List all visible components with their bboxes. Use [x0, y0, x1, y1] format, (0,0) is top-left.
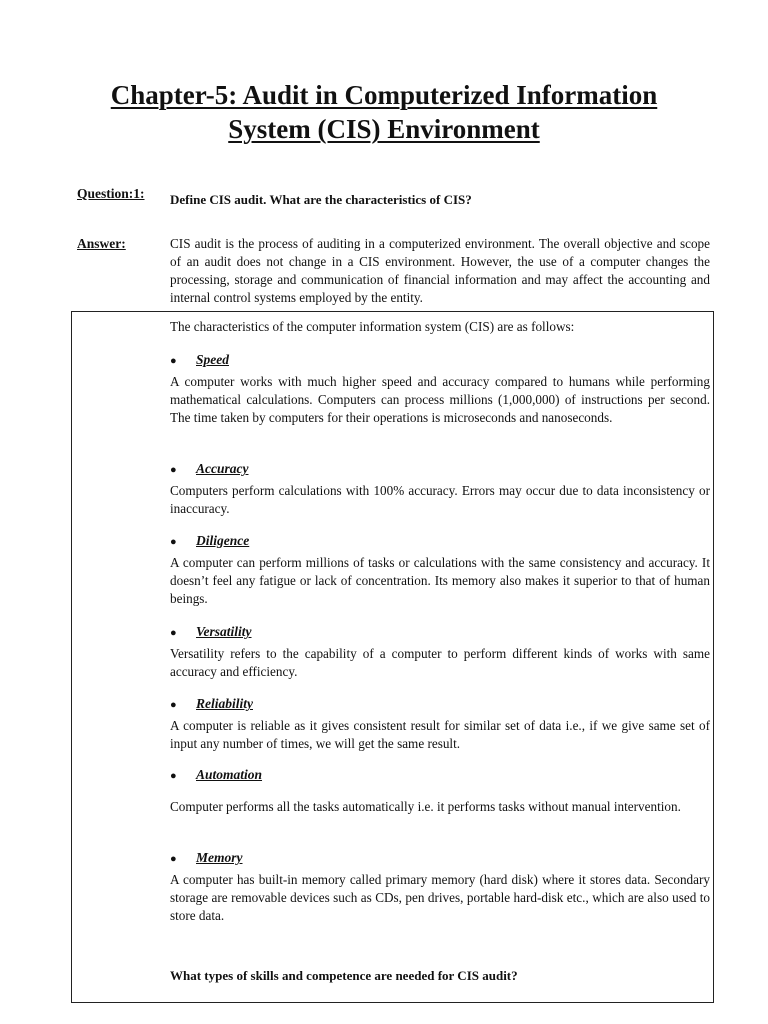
question-label: Question:1: [77, 186, 145, 201]
title-line-2: System (CIS) Environment [228, 114, 540, 144]
answer-text: CIS audit is the process of auditing in a computerized environment. The overall objective and scope of an audit does not change in a CIS environment. However, the use of a computer changes the processing, storage and communication of financial information and may affect the accounting and internal control systems employed by the entity. [170, 236, 710, 305]
characteristic-text-memory: A computer has built-in memory called primary memory (hard disk) where it stores data. Secondary storage are removable devices such as CDs, pen drives, portable hard-disk etc., which are also used to store data. [170, 872, 710, 923]
characteristic-text-versatility: Versatility refers to the capability of a computer to perform different kinds of works with same accuracy and efficiency. [170, 646, 710, 679]
bullet-icon: ● [170, 355, 177, 367]
bullet-icon: ● [170, 536, 177, 548]
characteristic-heading-automation [170, 767, 710, 783]
answer-label: Answer: [77, 236, 126, 251]
characteristic-text-reliability: A computer is reliable as it gives consistent result for similar set of data i.e., if we give same set of input any number of times, we will get the same result. [170, 718, 710, 751]
characteristic-name: Speed [196, 352, 229, 367]
characteristic-text-diligence: A computer can perform millions of tasks or calculations with the same consistency and accuracy. It doesn’t feel any fatigue or lack of concentration. Its memory also makes it superior to that of human beings. [170, 555, 710, 606]
bullet-icon: ● [170, 853, 177, 865]
characteristic-heading-versatility [170, 624, 710, 640]
characteristic-text-speed: A computer works with much higher speed and accuracy compared to humans while performing mathematical calculations. Computers can process millions (1,000,000) of instructions per second. The time taken by computers for their operations is microseconds and nanoseconds. [170, 374, 710, 425]
characteristic-name: Reliability [196, 696, 253, 711]
bullet-icon: ● [170, 770, 177, 782]
characteristics-intro: The characteristics of the computer information system (CIS) are as follows: [170, 319, 575, 334]
characteristic-text-automation: Computer performs all the tasks automatically i.e. it performs tasks without manual intervention. [170, 799, 681, 814]
bullet-icon: ● [170, 627, 177, 639]
title-line-1: Chapter-5: Audit in Computerized Information [110, 80, 658, 110]
characteristic-name: Accuracy [196, 461, 249, 476]
characteristic-heading-reliability [170, 696, 710, 712]
characteristic-name: Memory [196, 850, 243, 865]
characteristic-name: Versatility [196, 624, 252, 639]
bullet-icon: ● [170, 464, 177, 476]
bullet-icon: ● [170, 699, 177, 711]
characteristic-heading-diligence [170, 533, 710, 549]
next-question-text: What types of skills and competence are needed for CIS audit? [170, 968, 518, 983]
question-text: Define CIS audit. What are the characteristics of CIS? [170, 192, 472, 207]
page-title [0, 78, 768, 146]
characteristic-heading-accuracy [170, 461, 710, 477]
characteristic-text-accuracy: Computers perform calculations with 100% accuracy. Errors may occur due to data inconsistency or inaccuracy. [170, 483, 710, 516]
characteristic-name: Diligence [196, 533, 250, 548]
characteristic-heading-memory [170, 850, 710, 866]
characteristic-name: Automation [196, 767, 263, 782]
characteristic-heading-speed [170, 352, 710, 368]
